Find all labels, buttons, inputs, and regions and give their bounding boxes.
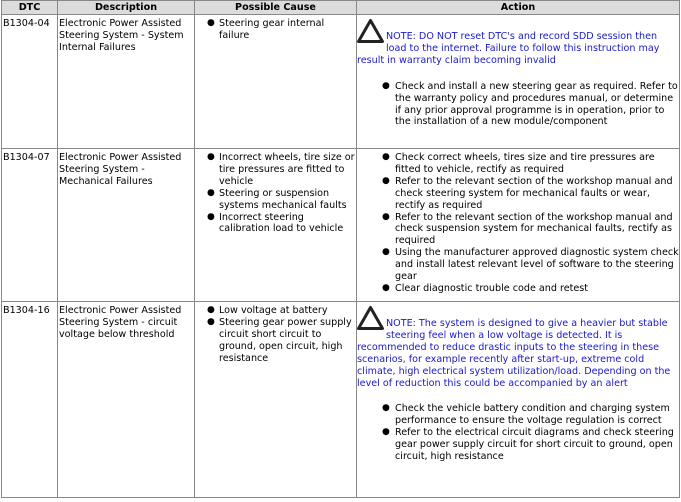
list-item [195,212,356,236]
bullet-icon: ● [382,80,390,91]
cause-text: Low voltage at battery [219,305,328,316]
dtc-description: Electronic Power Assisted Steering System - System Internal Failures [58,15,195,149]
bullet-icon: ● [382,247,390,258]
list-item [357,247,679,283]
dtc-description: Electronic Power Assisted Steering System - circuit voltage below threshold [58,302,195,498]
bullet-icon: ● [382,427,390,438]
action-text: Using the manufacturer approved diagnostic system check and install latest relevant level of software to the steering gear [395,247,679,283]
action-list [357,81,679,129]
bullet-icon: ● [382,403,390,414]
action-cell [357,302,680,498]
list-item [357,176,679,212]
list-item [195,305,356,317]
action-cell [357,149,680,302]
bullet-icon: ● [207,305,215,315]
cause-text: Incorrect steering calibration load to vehicle [219,211,344,235]
possible-cause-cell [195,15,357,149]
header-possible-cause: Possible Cause [195,1,357,15]
cause-list [195,305,356,365]
list-item [357,81,679,129]
list-item [357,403,679,427]
list-item [357,152,679,176]
action-text: Clear diagnostic trouble code and retest [395,282,589,294]
action-list [357,152,679,295]
action-cell [357,15,680,149]
header-dtc: DTC [2,1,58,15]
action-text: Refer to the electrical circuit diagrams and check steering gear power supply circuit for short circuit to ground, open circuit, high resistance [395,427,674,463]
cause-text: Steering or suspension systems mechanical faults [219,187,347,211]
list-item [195,18,356,42]
note-text: NOTE: The system is designed to give a heavier but stable steering feel when a low voltage is detected. It is recommended to reduce drastic inputs to the steering in these scenarios, for example recently after start-up, extreme cold climate, high electrical system utilization/load. Depending on the level of reduction this could be accompanied by an alert [357,318,671,389]
possible-cause-cell [195,149,357,302]
action-text: Check and install a new steering gear as required. Refer to the warranty policy and procedures manual, or determine if any prior approval programme is in operation, prior to the installation of a new module/component [395,80,678,128]
list-item [195,152,356,188]
list-item [357,212,679,248]
bullet-icon: ● [207,187,215,198]
cause-text: Incorrect wheels, tire size or tire pressures are fitted to vehicle [219,152,355,187]
bullet-icon: ● [382,152,390,162]
header-action: Action [357,1,680,15]
note [357,18,679,67]
dtc-code: B1304-07 [2,149,58,302]
dtc-code: B1304-04 [2,15,58,149]
action-text: Check correct wheels, tires size and tire pressures are fitted to vehicle, rectify as required [395,152,655,175]
cause-list [195,152,356,235]
header-description: Description [58,1,195,15]
action-text: Refer to the relevant section of the workshop manual and check suspension system for mechanical faults, rectify as required [395,211,673,247]
bullet-icon: ● [382,175,390,186]
bullet-icon: ● [207,152,215,162]
dtc-description: Electronic Power Assisted Steering System - Mechanical Failures [58,149,195,302]
action-text: Refer to the relevant section of the workshop manual and check steering system for mechanical faults or wear, rectify as required [395,175,673,211]
list-item [195,188,356,212]
dtc-table [1,0,680,498]
dtc-code: B1304-16 [2,302,58,498]
list-item [195,317,356,365]
action-list [357,403,679,463]
warning-triangle-icon [356,18,385,44]
bullet-icon: ● [207,316,215,327]
list-item [357,427,679,463]
cause-list [195,18,356,42]
table-row [2,302,680,498]
cause-text: Steering gear internal failure [219,18,325,41]
bullet-icon: ● [207,211,215,222]
header-row [2,1,680,15]
possible-cause-cell [195,302,357,498]
table-row [2,15,680,149]
warning-triangle-icon [356,305,385,331]
note [357,305,679,389]
table-row [2,149,680,302]
list-item [357,283,679,295]
action-text: Check the vehicle battery condition and charging system performance to ensure the voltage regulation is correct [395,403,670,427]
note-text: NOTE: DO NOT reset DTC's and record SDD session then load to the internet. Failure to follow this instruction may result in warranty claim becoming invalid [357,31,660,66]
cause-text: Steering gear power supply circuit short circuit to ground, open circuit, high resistance [219,316,352,364]
bullet-icon: ● [382,211,390,222]
bullet-icon: ● [382,282,390,293]
bullet-icon: ● [207,18,215,28]
